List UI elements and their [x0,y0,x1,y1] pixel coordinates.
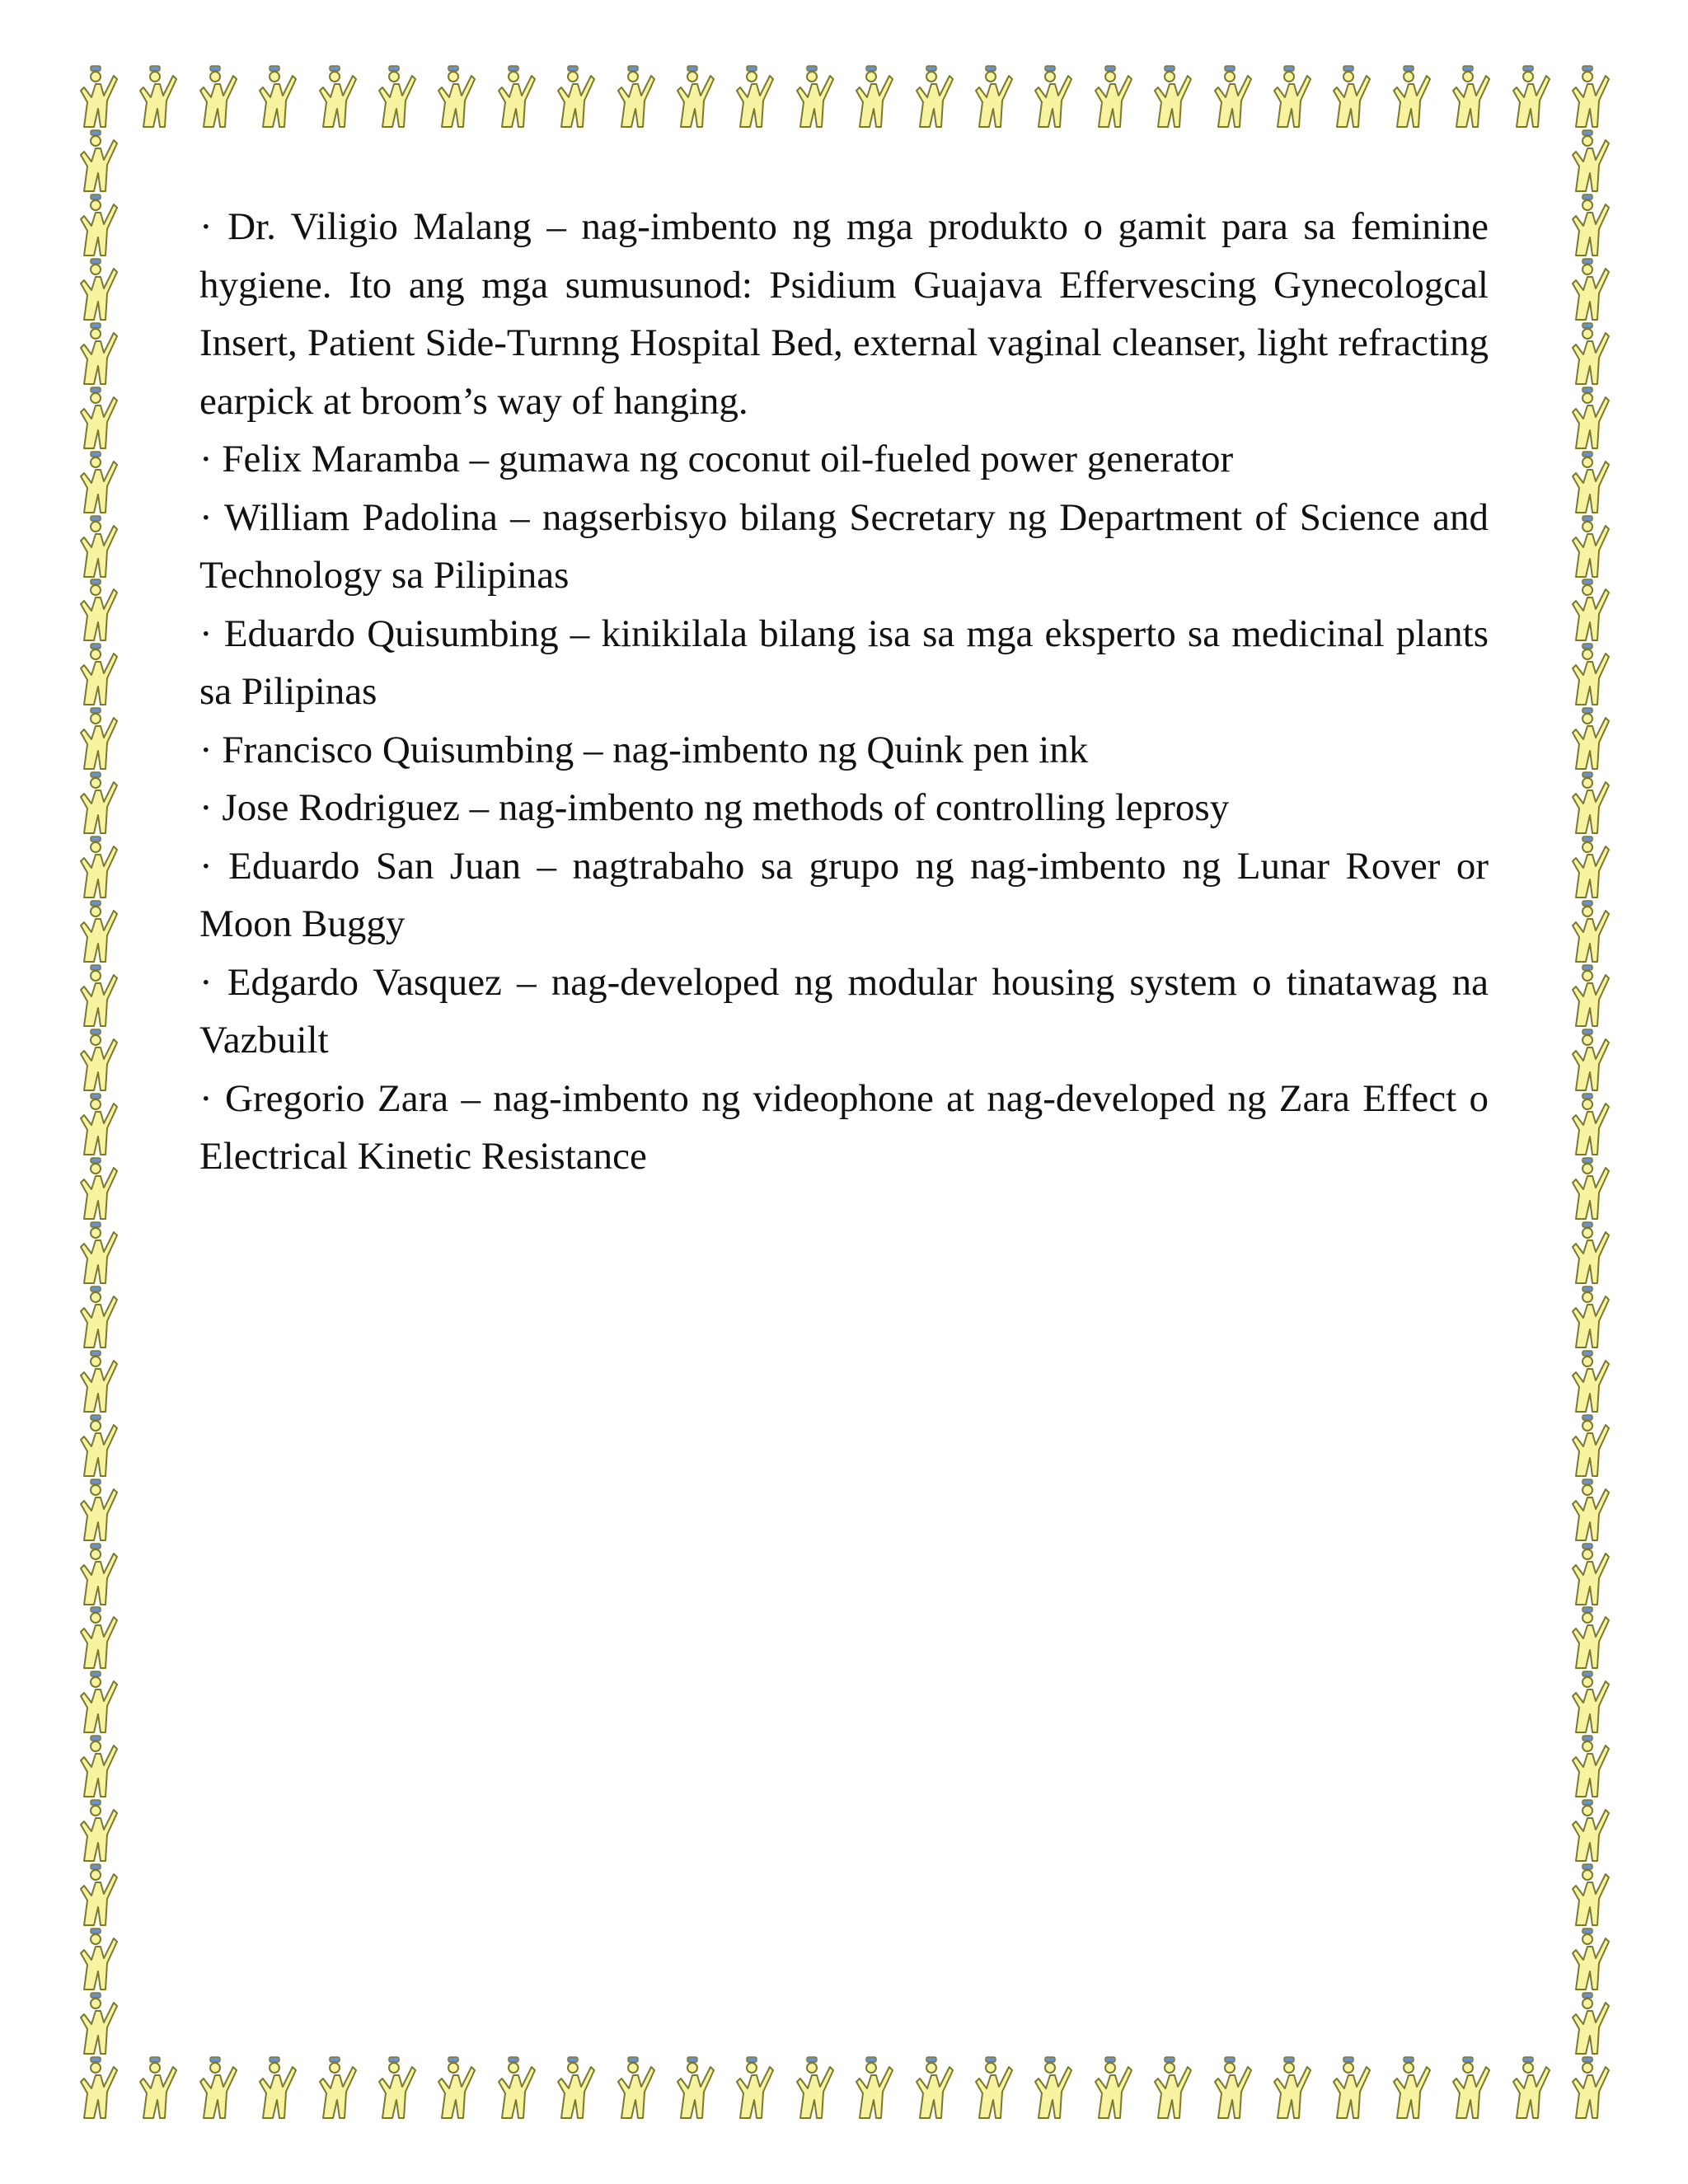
cheering-person-icon [1153,66,1191,130]
list-item: · Francisco Quisumbing – nag-imbento ng Quink pen ink [199,728,1089,771]
cheering-person-icon [1571,1800,1609,1864]
list-item: · William Padolina – nagserbisyo bilang Secretary ng Department of Science and Technology sa Pilipinas [199,495,1489,597]
cheering-person-icon [79,1029,117,1094]
list-item: · Gregorio Zara – nag-imbento ng videophone at nag-developed ng Zara Effect o Electrical Kinetic Resistance [199,1076,1489,1178]
cheering-person-icon [1571,1929,1609,1993]
cheering-person-icon [377,66,415,130]
list-item: · Edgardo Vasquez – nag-developed ng modular housing system o tinatawag na Vazbuilt [199,960,1489,1062]
cheering-person-icon [1273,2057,1311,2121]
cheering-person-icon [258,66,296,130]
cheering-person-icon [1571,1544,1609,1608]
cheering-person-icon [79,708,117,772]
cheering-person-icon [79,1993,117,2057]
list-item: · Dr. Viligio Malang – nag-imbento ng mga produkto o gamit para sa feminine hygiene. Ito ang mga sumusunod: Psidium Guajava Effervescing Gynecologcal Insert, Patient Side-Turnng Hospital Bed, external vaginal cleanser, light refracting earpick at broom’s way of hanging. [199,205,1489,423]
cheering-person-icon [1571,772,1609,837]
cheering-person-icon [1392,66,1430,130]
cheering-person-icon [1571,130,1609,194]
cheering-person-icon [79,1222,117,1286]
cheering-person-icon [1094,2057,1132,2121]
cheering-person-icon [258,2057,296,2121]
cheering-person-icon [1451,2057,1489,2121]
cheering-person-icon [556,66,594,130]
cheering-person-icon [138,2057,176,2121]
cheering-person-icon [79,1351,117,1415]
cheering-person-icon [79,1800,117,1864]
cheering-person-icon [79,579,117,644]
cheering-person-icon [1571,1351,1609,1415]
cheering-person-icon [437,66,475,130]
cheering-person-icon [915,66,953,130]
cheering-person-icon [79,130,117,194]
cheering-person-icon [79,837,117,901]
cheering-person-icon [377,2057,415,2121]
cheering-person-icon [79,387,117,452]
cheering-person-icon [1094,66,1132,130]
cheering-person-icon [79,1286,117,1351]
cheering-person-icon [855,2057,893,2121]
cheering-person-icon [79,2057,117,2121]
cheering-person-icon [318,66,356,130]
cheering-person-icon [676,66,714,130]
cheering-person-icon [79,194,117,259]
cheering-person-icon [79,1607,117,1671]
cheering-person-icon [735,66,773,130]
cheering-person-icon [1571,259,1609,323]
cheering-person-icon [1571,1864,1609,1929]
cheering-person-icon [79,1094,117,1158]
cheering-person-icon [79,259,117,323]
cheering-person-icon [915,2057,953,2121]
cheering-person-icon [1571,1607,1609,1671]
cheering-person-icon [1213,2057,1251,2121]
cheering-person-icon [79,644,117,708]
cheering-person-icon [79,965,117,1029]
cheering-person-icon [1571,965,1609,1029]
list-item: · Felix Maramba – gumawa ng coconut oil-fueled power generator [199,438,1234,480]
cheering-person-icon [79,1671,117,1736]
cheering-person-icon [1571,1415,1609,1479]
cheering-person-icon [497,2057,535,2121]
cheering-person-icon [79,66,117,130]
cheering-person-icon [497,66,535,130]
cheering-person-icon [1332,2057,1370,2121]
cheering-person-icon [1571,1158,1609,1222]
list-item: · Jose Rodriguez – nag-imbento ng methods of controlling leprosy [199,786,1230,829]
cheering-person-icon [79,1479,117,1544]
cheering-person-icon [138,66,176,130]
cheering-person-icon [79,1929,117,1993]
cheering-person-icon [795,2057,833,2121]
cheering-person-icon [1392,2057,1430,2121]
cheering-person-icon [199,66,237,130]
cheering-person-icon [974,66,1012,130]
cheering-person-icon [79,901,117,965]
cheering-person-icon [855,66,893,130]
cheering-person-icon [1571,579,1609,644]
cheering-person-icon [1571,837,1609,901]
cheering-person-icon [1571,2057,1609,2121]
cheering-person-icon [556,2057,594,2121]
cheering-person-icon [1571,1671,1609,1736]
cheering-person-icon [1332,66,1370,130]
cheering-person-icon [1512,66,1550,130]
cheering-person-icon [1571,708,1609,772]
cheering-person-icon [79,1415,117,1479]
cheering-person-icon [1571,452,1609,516]
cheering-person-icon [1571,516,1609,580]
cheering-person-icon [437,2057,475,2121]
cheering-person-icon [735,2057,773,2121]
cheering-person-icon [1153,2057,1191,2121]
cheering-person-icon [1571,1993,1609,2057]
cheering-person-icon [1571,66,1609,130]
cheering-person-icon [1571,644,1609,708]
cheering-person-icon [1571,194,1609,259]
cheering-person-icon [974,2057,1012,2121]
cheering-person-icon [79,1158,117,1222]
cheering-person-icon [79,1736,117,1800]
cheering-person-icon [318,2057,356,2121]
cheering-person-icon [1273,66,1311,130]
cheering-person-icon [1034,66,1071,130]
cheering-person-icon [676,2057,714,2121]
cheering-person-icon [1571,1094,1609,1158]
list-item: · Eduardo Quisumbing – kinikilala bilang isa sa mga eksperto sa medicinal plants sa Pilipinas [199,612,1489,713]
cheering-person-icon [795,66,833,130]
cheering-person-icon [1571,1029,1609,1094]
cheering-person-icon [1571,1222,1609,1286]
cheering-person-icon [1512,2057,1550,2121]
cheering-person-icon [79,516,117,580]
cheering-person-icon [79,772,117,837]
cheering-person-icon [79,1544,117,1608]
list-item: · Eduardo San Juan – nagtrabaho sa grupo ng nag-imbento ng Lunar Rover or Moon Buggy [199,844,1489,945]
cheering-person-icon [199,2057,237,2121]
cheering-person-icon [79,1864,117,1929]
cheering-person-icon [79,323,117,387]
cheering-person-icon [1571,323,1609,387]
cheering-person-icon [1571,1736,1609,1800]
cheering-person-icon [1571,1479,1609,1544]
cheering-person-icon [617,66,654,130]
cheering-person-icon [1571,901,1609,965]
cheering-person-icon [1034,2057,1071,2121]
inventor-list [199,198,1489,1186]
cheering-person-icon [1213,66,1251,130]
cheering-person-icon [1571,387,1609,452]
cheering-person-icon [79,452,117,516]
cheering-person-icon [1451,66,1489,130]
cheering-person-icon [1571,1286,1609,1351]
cheering-person-icon [617,2057,654,2121]
